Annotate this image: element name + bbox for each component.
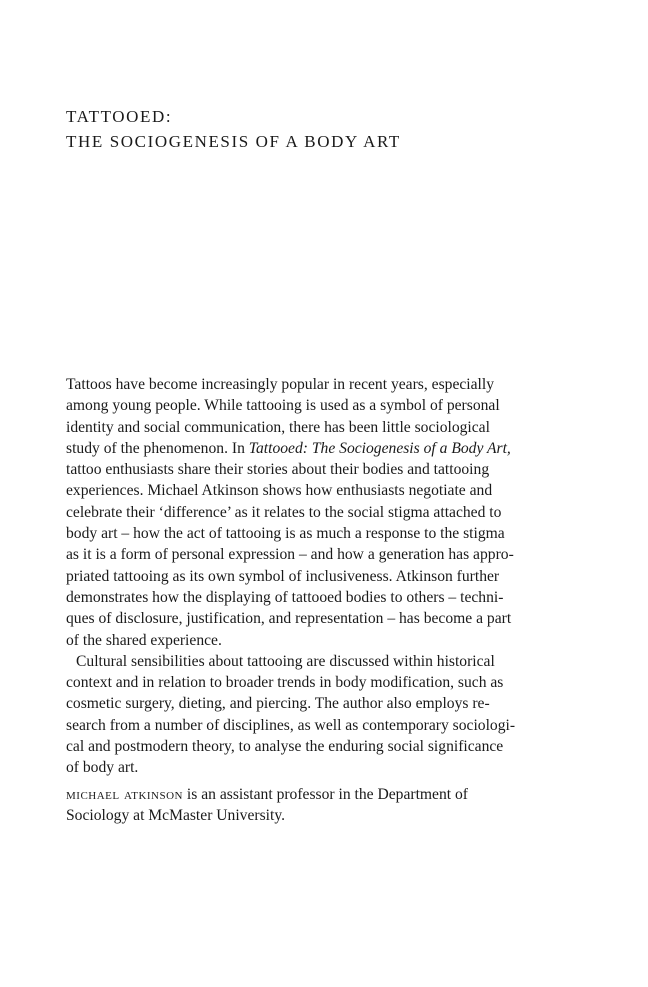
description-line: among young people. While tattooing is used as a symbol of personal [66, 397, 500, 415]
description-line: Tattoos have become increasingly popular in recent years, especially [66, 376, 494, 393]
author-name: michael atkinson [66, 786, 184, 803]
book-description [66, 374, 584, 779]
author-bio-text: is an assistant professor in the Department of [183, 786, 468, 803]
author-bio [66, 784, 584, 827]
book-title [66, 104, 586, 154]
description-line: of body art. [66, 759, 139, 777]
description-line: priated tattooing as its own symbol of inclusiveness. Atkinson further [66, 567, 500, 585]
description-line: context and in relation to broader trends in body modification, such as [66, 674, 504, 692]
book-title-italic: Tattooed: The Sociogenesis of a Body Art, [248, 439, 511, 457]
description-line: experiences. Michael Atkinson shows how enthusiasts negotiate and [66, 482, 493, 500]
description-line: identity and social communication, there has been little sociological [66, 418, 490, 436]
author-bio-line: Sociology at McMaster University. [66, 807, 285, 825]
title-line-1: TATTOOED: [66, 107, 173, 126]
description-line: demonstrates how the displaying of tattooed bodies to others – techni- [66, 588, 504, 606]
description-line: cal and postmodern theory, to analyse the enduring social significance [66, 738, 504, 756]
description-line [66, 438, 584, 459]
description-line: celebrate their ‘difference’ as it relates to the social stigma attached to [66, 503, 502, 521]
description-line: ques of disclosure, justification, and representation – has become a part [66, 610, 512, 628]
description-line: cosmetic surgery, dieting, and piercing. The author also employs re- [66, 695, 490, 713]
description-line: as it is a form of personal expression – and how a generation has appro- [66, 546, 514, 564]
description-line: Cultural sensibilities about tattooing are discussed within historical [76, 652, 495, 670]
title-line-2: THE SOCIOGENESIS OF A BODY ART [66, 132, 401, 151]
description-line: tattoo enthusiasts share their stories about their bodies and tattooing [66, 461, 490, 479]
description-line: body art – how the act of tattooing is as much a response to the stigma [66, 525, 505, 543]
author-bio-line [66, 784, 584, 805]
description-text: study of the phenomenon. In [66, 439, 249, 457]
description-line: search from a number of disciplines, as well as contemporary sociologi- [66, 716, 516, 734]
description-line: of the shared experience. [66, 631, 222, 649]
